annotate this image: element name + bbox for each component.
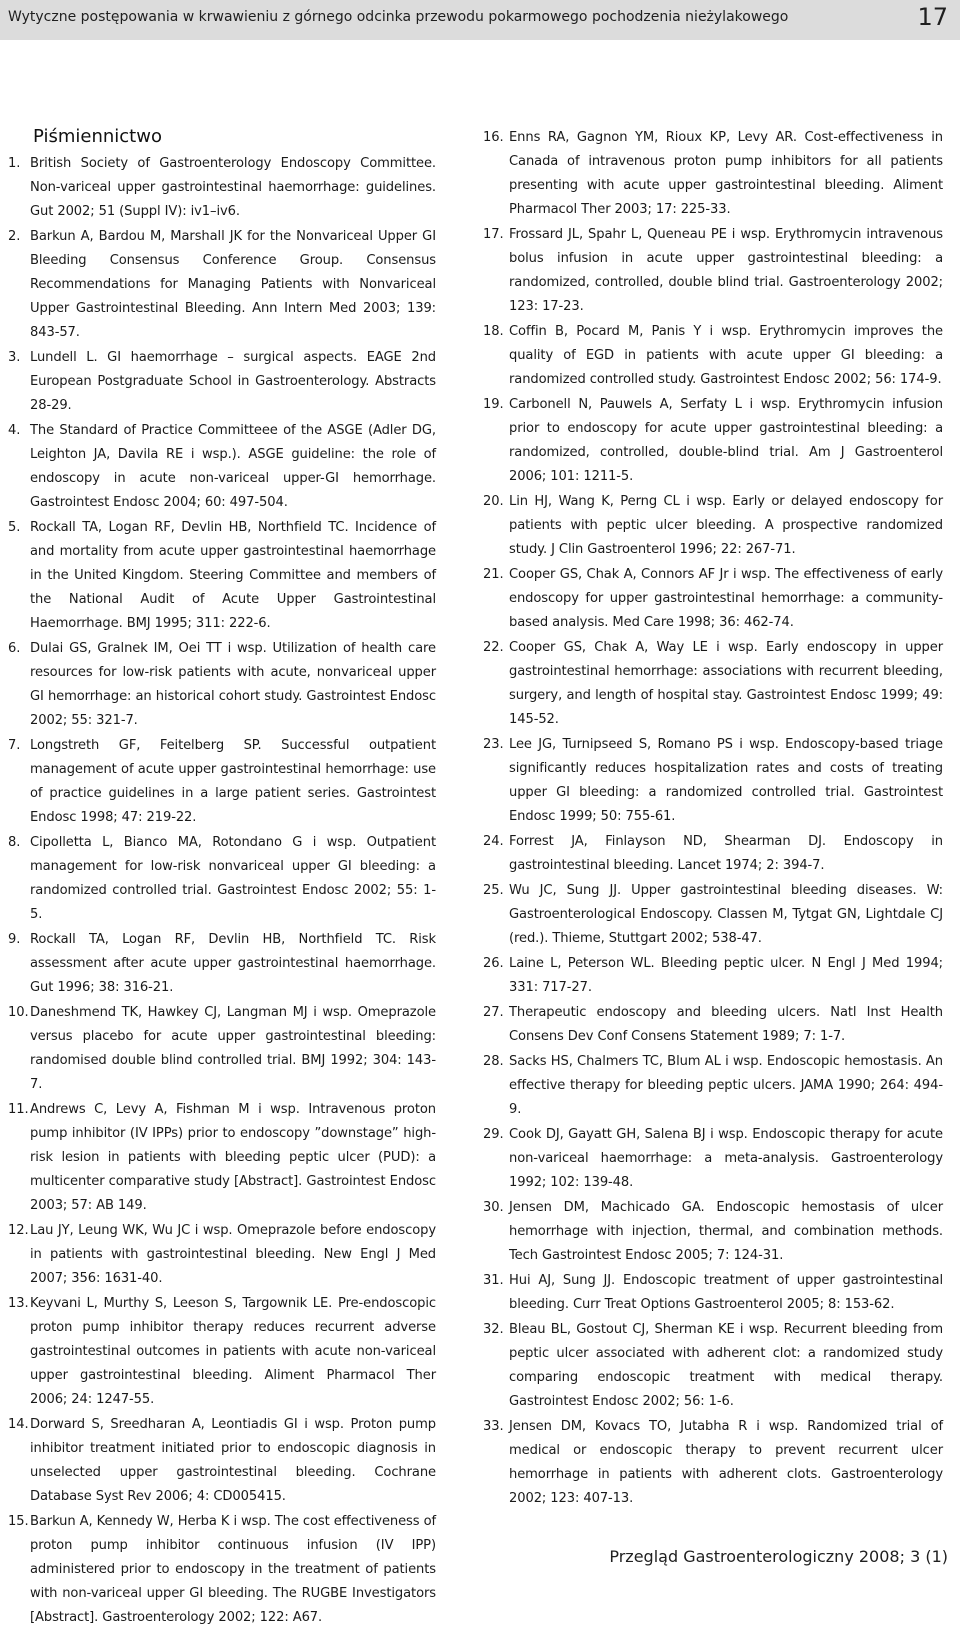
reference-item bbox=[8, 1413, 436, 1509]
reference-item bbox=[483, 223, 943, 319]
reference-number: 20. bbox=[483, 494, 504, 509]
reference-item bbox=[483, 830, 943, 878]
reference-text: Bleau BL, Gostout CJ, Sherman KE i wsp. Recurrent bleeding from peptic ulcer associated with adherent clot: a randomized study comparing endoscopic treatment with medical therapy. Gastrointest Endosc 2002; 56: 1-6. bbox=[509, 1322, 943, 1409]
reference-number: 1. bbox=[8, 156, 21, 171]
reference-text: Cook DJ, Gayatt GH, Salena BJ i wsp. Endoscopic therapy for acute non-variceal haemorrhage: a meta-analysis. Gastroenterology 1992; 102: 139-48. bbox=[509, 1127, 943, 1190]
reference-text: Wu JC, Sung JJ. Upper gastrointestinal bleeding diseases. W: Gastroenterological Endoscopy. Classen M, Tytgat GN, Lightdale CJ (red.). Thieme, Stuttgart 2002; 538-47. bbox=[509, 883, 943, 946]
reference-item bbox=[8, 346, 436, 418]
reference-item bbox=[483, 1123, 943, 1195]
reference-number: 9. bbox=[8, 932, 21, 947]
reference-text: Cooper GS, Chak A, Connors AF Jr i wsp. The effectiveness of early endoscopy for upper gastrointestinal hemorrhage: a community-based analysis. Med Care 1998; 36: 462-74. bbox=[509, 567, 943, 630]
reference-number: 2. bbox=[8, 229, 21, 244]
reference-number: 6. bbox=[8, 641, 21, 656]
reference-number: 19. bbox=[483, 397, 504, 412]
reference-item bbox=[8, 1098, 436, 1218]
reference-text: Rockall TA, Logan RF, Devlin HB, Northfield TC. Risk assessment after acute upper gastrointestinal haemorrhage. Gut 1996; 38: 316-21. bbox=[30, 932, 436, 995]
reference-text: Lundell L. GI haemorrhage – surgical aspects. EAGE 2nd European Postgraduate School in Gastroenterology. Abstracts 28-29. bbox=[30, 350, 436, 413]
reference-number: 3. bbox=[8, 350, 21, 365]
reference-number: 24. bbox=[483, 834, 504, 849]
reference-text: The Standard of Practice Committeee of the ASGE (Adler DG, Leighton JA, Davila RE i wsp.). ASGE guideline: the role of endoscopy in acute non-variceal upper-GI hemorrhage. Gastrointest Endosc 2004; 60: 497-504. bbox=[30, 423, 436, 510]
reference-text: Lee JG, Turnipseed S, Romano PS i wsp. Endoscopy-based triage significantly reduces hospitalization rates and costs of treating upper GI bleeding: a randomized controlled trial. Gastrointest Endosc 1999; 50: 755-61. bbox=[509, 737, 943, 824]
reference-item bbox=[8, 734, 436, 830]
reference-number: 27. bbox=[483, 1005, 504, 1020]
reference-item bbox=[483, 636, 943, 732]
reference-number: 28. bbox=[483, 1054, 504, 1069]
page-number: 17 bbox=[917, 3, 948, 31]
reference-number: 11. bbox=[8, 1102, 29, 1117]
reference-text: Andrews C, Levy A, Fishman M i wsp. Intravenous proton pump inhibitor (IV IPPs) prior to endoscopy ”downstage” high-risk lesion in patients with bleeding peptic ulcer (PUD): a multicenter comparative study [Abstract]. Gastrointest Endosc 2003; 57: AB 149. bbox=[30, 1102, 436, 1213]
reference-text: Forrest JA, Finlayson ND, Shearman DJ. Endoscopy in gastrointestinal bleeding. Lancet 1974; 2: 394-7. bbox=[509, 834, 943, 873]
reference-item bbox=[483, 1415, 943, 1511]
reference-number: 26. bbox=[483, 956, 504, 971]
references-right-column bbox=[483, 126, 943, 1511]
reference-number: 4. bbox=[8, 423, 21, 438]
reference-item bbox=[8, 225, 436, 345]
reference-number: 10. bbox=[8, 1005, 29, 1020]
reference-text: British Society of Gastroenterology Endoscopy Committee. Non-variceal upper gastrointestinal haemorrhage: guidelines. Gut 2002; 51 (Suppl IV): iv1–iv6. bbox=[30, 156, 436, 219]
reference-item bbox=[8, 516, 436, 636]
references-left-column bbox=[8, 152, 436, 1630]
reference-item bbox=[483, 490, 943, 562]
reference-item bbox=[483, 879, 943, 951]
reference-item bbox=[8, 928, 436, 1000]
reference-text: Dorward S, Sreedharan A, Leontiadis GI i wsp. Proton pump inhibitor treatment initiated prior to endoscopic diagnosis in unselected upper gastrointestinal bleeding. Cochrane Database Syst Rev 2006; 4: CD005415. bbox=[30, 1417, 436, 1504]
reference-item bbox=[8, 1510, 436, 1630]
reference-text: Dulai GS, Gralnek IM, Oei TT i wsp. Utilization of health care resources for low-risk patients with acute, nonvariceal upper GI hemorrhage: an historical cohort study. Gastrointest Endosc 2002; 55: 321-7. bbox=[30, 641, 436, 728]
reference-item bbox=[8, 419, 436, 515]
reference-number: 16. bbox=[483, 130, 504, 145]
reference-number: 15. bbox=[8, 1514, 29, 1529]
reference-number: 21. bbox=[483, 567, 504, 582]
reference-item bbox=[8, 831, 436, 927]
reference-text: Lin HJ, Wang K, Perng CL i wsp. Early or delayed endoscopy for patients with peptic ulcer bleeding. A prospective randomized study. J Clin Gastroenterol 1996; 22: 267-71. bbox=[509, 494, 943, 557]
reference-item bbox=[483, 1318, 943, 1414]
reference-number: 5. bbox=[8, 520, 21, 535]
reference-text: Carbonell N, Pauwels A, Serfaty L i wsp. Erythromycin infusion prior to endoscopy for acute upper gastrointestinal bleeding: a randomized, controlled, double-blind trial. Am J Gastroenterol 2006; 101: 1211-5. bbox=[509, 397, 943, 484]
reference-item bbox=[8, 1219, 436, 1291]
reference-number: 31. bbox=[483, 1273, 504, 1288]
reference-number: 13. bbox=[8, 1296, 29, 1311]
reference-item bbox=[483, 563, 943, 635]
reference-item bbox=[8, 152, 436, 224]
reference-number: 33. bbox=[483, 1419, 504, 1434]
reference-text: Hui AJ, Sung JJ. Endoscopic treatment of upper gastrointestinal bleeding. Curr Treat Options Gastroenterol 2005; 8: 153-62. bbox=[509, 1273, 943, 1312]
reference-text: Barkun A, Bardou M, Marshall JK for the Nonvariceal Upper GI Bleeding Consensus Conference Group. Consensus Recommendations for Managing Patients with Nonvariceal Upper Gastrointestinal Bleeding. Ann Intern Med 2003; 139: 843-57. bbox=[30, 229, 436, 340]
reference-item bbox=[8, 1292, 436, 1412]
reference-item bbox=[483, 1001, 943, 1049]
reference-text: Rockall TA, Logan RF, Devlin HB, Northfield TC. Incidence of and mortality from acute upper gastrointestinal haemorrhage in the United Kingdom. Steering Committee and members of the National Audit of Acute Upper Gastrointestinal Haemorrhage. BMJ 1995; 311: 222-6. bbox=[30, 520, 436, 631]
reference-text: Coffin B, Pocard M, Panis Y i wsp. Erythromycin improves the quality of EGD in patients with acute upper GI bleeding: a randomized controlled study. Gastrointest Endosc 2002; 56: 174-9. bbox=[509, 324, 943, 387]
reference-number: 25. bbox=[483, 883, 504, 898]
reference-number: 23. bbox=[483, 737, 504, 752]
running-header bbox=[0, 0, 960, 40]
reference-item bbox=[8, 637, 436, 733]
reference-item bbox=[483, 733, 943, 829]
reference-text: Keyvani L, Murthy S, Leeson S, Targownik LE. Pre-endoscopic proton pump inhibitor therapy reduces recurrent adverse gastrointestinal outcomes in patients with acute non-variceal upper gastrointestinal bleeding. Aliment Pharmacol Ther 2006; 24: 1247-55. bbox=[30, 1296, 436, 1407]
journal-footer: Przegląd Gastroenterologiczny 2008; 3 (1) bbox=[609, 1547, 948, 1566]
reference-text: Enns RA, Gagnon YM, Rioux KP, Levy AR. Cost-effectiveness in Canada of intravenous proton pump inhibitors for all patients presenting with acute upper gastrointestinal bleeding. Aliment Pharmacol Ther 2003; 17: 225-33. bbox=[509, 130, 943, 217]
reference-number: 8. bbox=[8, 835, 21, 850]
reference-text: Frossard JL, Spahr L, Queneau PE i wsp. Erythromycin intravenous bolus infusion in acute upper gastrointestinal bleeding: a randomized, controlled, double blind trial. Gastroenterology 2002; 123: 17-23. bbox=[509, 227, 943, 314]
reference-number: 7. bbox=[8, 738, 21, 753]
reference-text: Longstreth GF, Feitelberg SP. Successful outpatient management of acute upper gastrointestinal hemorrhage: use of practice guidelines in a large patient series. Gastrointest Endosc 1998; 47: 219-22. bbox=[30, 738, 436, 825]
reference-text: Jensen DM, Kovacs TO, Jutabha R i wsp. Randomized trial of medical or endoscopic therapy to prevent recurrent ulcer hemorrhage in patients with adherent clots. Gastroenterology 2002; 123: 407-13. bbox=[509, 1419, 943, 1506]
reference-text: Lau JY, Leung WK, Wu JC i wsp. Omeprazole before endoscopy in patients with gastrointestinal bleeding. New Engl J Med 2007; 356: 1631-40. bbox=[30, 1223, 436, 1286]
reference-text: Jensen DM, Machicado GA. Endoscopic hemostasis of ulcer hemorrhage with injection, thermal, and combination methods. Tech Gastrointest Endosc 2005; 7: 124-31. bbox=[509, 1200, 943, 1263]
reference-text: Barkun A, Kennedy W, Herba K i wsp. The cost effectiveness of proton pump inhibitor continuous infusion (IV IPP) administered prior to endoscopy in the treatment of patients with non-variceal upper GI bleeding. The RUGBE Investigators [Abstract]. Gastroenterology 2002; 122: A67. bbox=[30, 1514, 436, 1625]
section-title: Piśmiennictwo bbox=[33, 126, 162, 147]
reference-item bbox=[8, 1001, 436, 1097]
reference-number: 17. bbox=[483, 227, 504, 242]
reference-number: 14. bbox=[8, 1417, 29, 1432]
reference-number: 32. bbox=[483, 1322, 504, 1337]
reference-number: 18. bbox=[483, 324, 504, 339]
reference-text: Therapeutic endoscopy and bleeding ulcers. Natl Inst Health Consens Dev Conf Consens Statement 1989; 7: 1-7. bbox=[509, 1005, 943, 1044]
reference-text: Daneshmend TK, Hawkey CJ, Langman MJ i wsp. Omeprazole versus placebo for acute upper gastrointestinal bleeding: randomised double blind controlled trial. BMJ 1992; 304: 143-7. bbox=[30, 1005, 436, 1092]
reference-text: Cipolletta L, Bianco MA, Rotondano G i wsp. Outpatient management for low-risk nonvariceal upper GI bleeding: a randomized controlled trial. Gastrointest Endosc 2002; 55: 1-5. bbox=[30, 835, 436, 922]
reference-item bbox=[483, 1269, 943, 1317]
running-header-title: Wytyczne postępowania w krwawieniu z górnego odcinka przewodu pokarmowego pochodzenia nieżylakowego bbox=[8, 9, 789, 25]
reference-item bbox=[483, 393, 943, 489]
reference-item bbox=[483, 1196, 943, 1268]
reference-number: 22. bbox=[483, 640, 504, 655]
reference-text: Sacks HS, Chalmers TC, Blum AL i wsp. Endoscopic hemostasis. An effective therapy for bleeding peptic ulcers. JAMA 1990; 264: 494-9. bbox=[509, 1054, 943, 1117]
reference-item bbox=[483, 1050, 943, 1122]
reference-text: Laine L, Peterson WL. Bleeding peptic ulcer. N Engl J Med 1994; 331: 717-27. bbox=[509, 956, 943, 995]
reference-item bbox=[483, 320, 943, 392]
reference-number: 30. bbox=[483, 1200, 504, 1215]
reference-number: 12. bbox=[8, 1223, 29, 1238]
reference-item bbox=[483, 952, 943, 1000]
reference-item bbox=[483, 126, 943, 222]
reference-number: 29. bbox=[483, 1127, 504, 1142]
reference-text: Cooper GS, Chak A, Way LE i wsp. Early endoscopy in upper gastrointestinal hemorrhage: associations with recurrent bleeding, surgery, and length of hospital stay. Gastrointest Endosc 1999; 49: 145-52. bbox=[509, 640, 943, 727]
